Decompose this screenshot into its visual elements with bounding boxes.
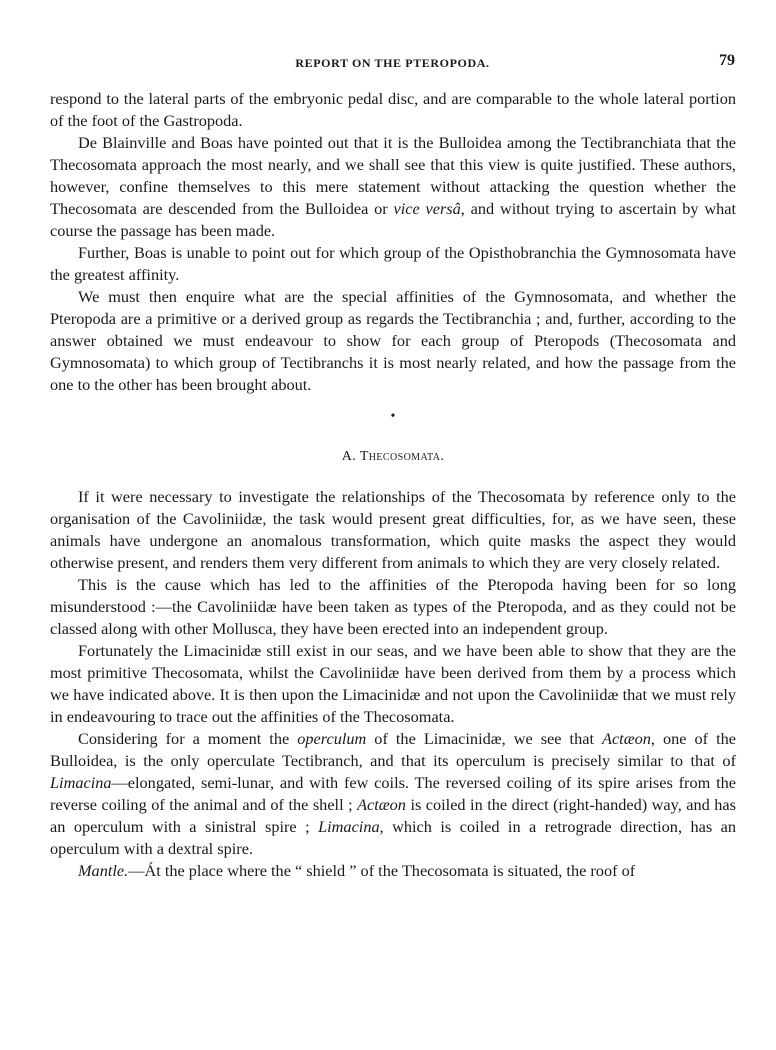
page-header [50, 52, 735, 76]
separator-dot: • [390, 409, 396, 424]
heading-small-caps: hecosomata. [368, 449, 445, 464]
text-run: , and without trying to ascertain by what course the passage has been made. [50, 199, 737, 240]
section-heading [50, 446, 736, 468]
italic-genus: Limacina [318, 817, 380, 836]
paragraph-investigate: If it were necessary to investigate the relationships of the Thecosomata by reference only to the organisation of the Cavoliniidæ, the task would present great difficulties, for, as we have seen, these animals have undergone an anomalous transformation, which quite masks the aspect they would otherwise present, and renders them very different from animals to which they are very closely related. [50, 487, 736, 572]
paragraph-operculum [50, 728, 736, 860]
heading-prefix: A. T [341, 449, 369, 464]
italic-genus: Actæon [602, 729, 651, 748]
paragraph-fortunately: Fortunately the Limacinidæ still exist in our seas, and we have been able to show that they are the most primitive Thecosomata, whilst the Cavoliniidæ have been derived from them by a process which we have indicated above. It is then upon the Limacinidæ and not upon the Cavoliniidæ that we must rely in endeavouring to trace out the affinities of the Thecosomata. [50, 641, 736, 726]
italic-phrase: vice versâ [393, 199, 461, 218]
page-number: 79 [719, 52, 735, 69]
running-title: REPORT ON THE PTEROPODA. [295, 56, 490, 70]
paragraph-de-blainville [50, 132, 736, 242]
body-text [50, 88, 736, 882]
text-run: De Blainville and Boas have pointed out that it is the Bulloidea among the Tectibranchiata that the Thecosomata approach the most nearly, and we shall see that this view is quite justified. These authors, however, confine themselves to this mere statement without attacking the question whether the Thecosomata are descended from the Bulloidea or [50, 133, 736, 218]
paragraph-mantle [50, 860, 736, 882]
spacer [50, 468, 736, 486]
text-run: of the Limacinidæ, we see that [366, 729, 603, 748]
italic-subheading: Mantle. [78, 861, 129, 880]
paragraph-further-boas: Further, Boas is unable to point out for which group of the Opisthobranchia the Gymnosomata have the greatest affinity. [50, 243, 736, 284]
spacer [50, 432, 736, 446]
italic-genus: Limacina [50, 773, 112, 792]
text-run: , which is coiled in a retrograde direction, has an operculum with a dextral spire. [50, 817, 737, 858]
text-run: , one of the Bulloidea, is the only operculate Tectibranch, and that its operculum is precisely similar to that of [50, 729, 736, 770]
text-run: Considering for a moment the [78, 729, 298, 748]
paragraph-continuation: respond to the lateral parts of the embryonic pedal disc, and are comparable to the whole lateral portion of the foot of the Gastropoda. [50, 89, 736, 130]
paragraph-enquire: We must then enquire what are the special affinities of the Gymnosomata, and whether the Pteropoda are a primitive or a derived group as regards the Tectibranchia ; and, further, according to the answer obtained we must endeavour to show for each group of Pteropods (Thecosomata and Gymnosomata) to which group of Tectibranchs it is most nearly related, and how the passage from the one to the other has been brought about. [50, 287, 736, 394]
text-run: —elongated, semi-lunar, and with few coils. The reversed coiling of its spire arises from the reverse coiling of the animal and of the shell ; [50, 773, 736, 814]
paragraph-cause: This is the cause which has led to the affinities of the Pteropoda having been for so long misunderstood :—the Cavoliniidæ have been taken as types of the Pteropoda, and as they could not be classed along with other Mollusca, they have been erected into an independent group. [50, 575, 736, 638]
text-run: —Át the place where the “ shield ” of the Thecosomata is situated, the roof of [128, 861, 636, 880]
spacer [50, 396, 736, 410]
text-run: is coiled in the direct (right-handed) way, and has an operculum with a sinistral spire ; [50, 795, 736, 836]
italic-term: operculum [297, 729, 367, 748]
italic-genus: Actæon [357, 795, 406, 814]
